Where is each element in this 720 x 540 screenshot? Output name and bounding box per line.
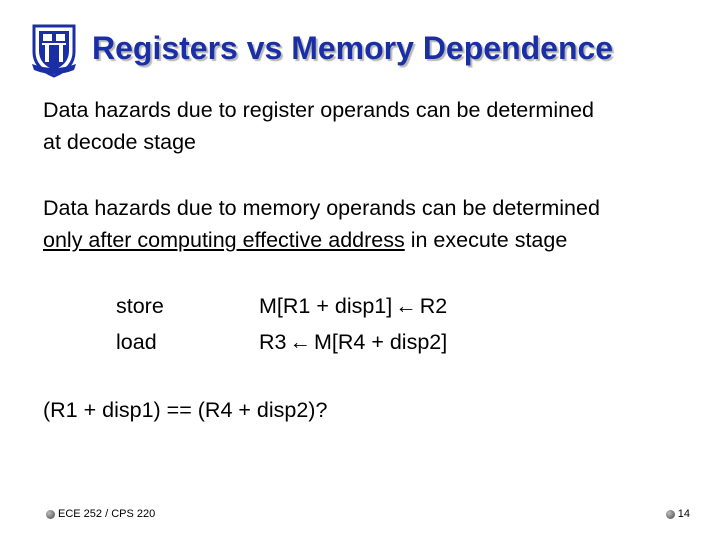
address-comparison-question: (R1 + disp1) == (R4 + disp2)? [43,398,328,422]
duke-shield-icon [30,22,78,78]
load-rhs: M[R4 + disp2] [313,330,448,354]
register-hazard-paragraph [43,94,594,158]
gray-sphere-icon [666,510,675,519]
register-hazard-line1: Data hazards due to register operands can be determined [43,98,594,122]
load-opcode: load [116,330,157,354]
load-expression [259,324,447,360]
load-lhs: R3 [259,330,287,354]
store-opcode: store [116,294,164,318]
underlined-phrase: only after computing effective address [43,228,405,252]
course-label: ECE 252 / CPS 220 [58,508,156,520]
footer-page [666,506,690,522]
memory-hazard-line2 [43,224,600,256]
gray-sphere-icon [46,510,55,519]
memory-hazard-line1: Data hazards due to memory operands can be determined [43,196,600,220]
register-hazard-line2: at decode stage [43,130,197,154]
memory-hazard-line2-rest: in execute stage [404,228,568,252]
memory-hazard-paragraph [43,192,600,256]
footer-course [46,506,155,522]
store-expression [259,288,447,324]
store-lhs: M[R1 + disp1] [259,294,393,318]
left-arrow-icon: ← [395,294,417,318]
left-arrow-icon: ← [289,330,311,354]
page-number: 14 [677,508,690,520]
store-rhs: R2 [419,294,448,318]
slide-title: Registers vs Memory Dependence [92,30,614,66]
